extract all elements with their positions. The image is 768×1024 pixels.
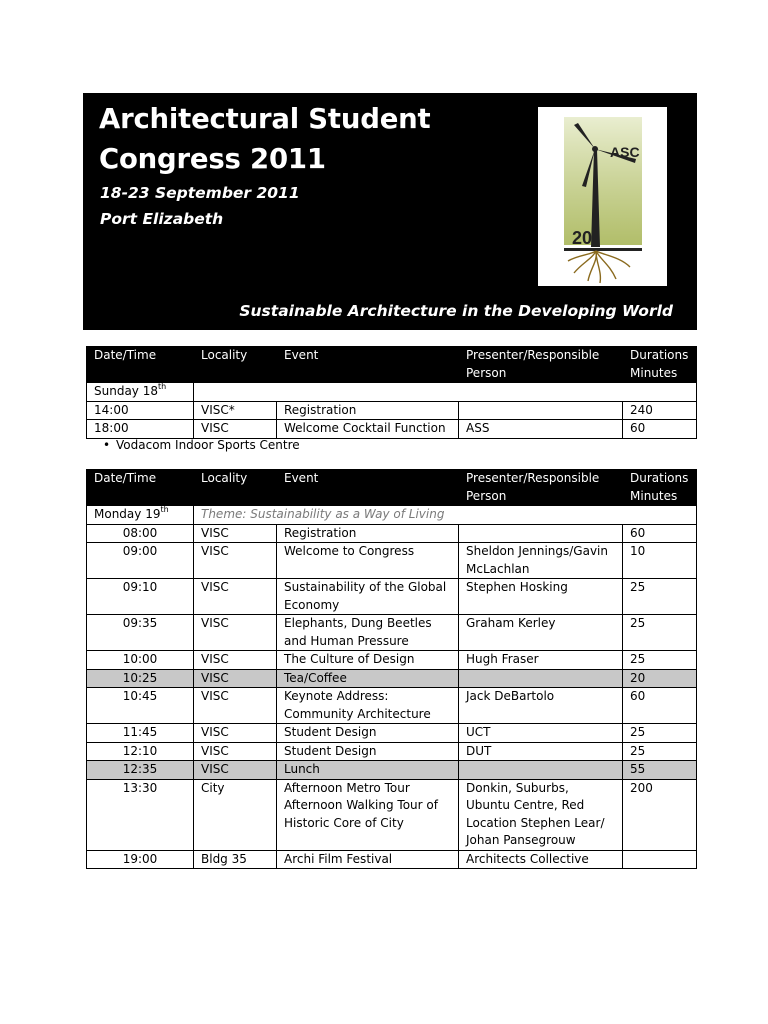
table-row [87, 543, 697, 579]
table-row [87, 524, 697, 543]
cell-duration: 60 [623, 420, 697, 439]
col-header-presenter: Presenter/Responsible Person [459, 347, 623, 383]
cell-event: Lunch [277, 761, 459, 780]
table-row [87, 688, 697, 724]
cell-duration: 25 [623, 651, 697, 670]
cell-locality: VISC [194, 420, 277, 439]
cell-locality: City [194, 779, 277, 850]
cell-event: The Culture of Design [277, 651, 459, 670]
col-header-event: Event [277, 470, 459, 506]
cell-event: Tea/Coffee [277, 669, 459, 688]
cell-presenter: Donkin, Suburbs, Ubuntu Centre, Red Location Stephen Lear/ Johan Pansegrouw [459, 779, 623, 850]
cell-time: 12:10 [87, 742, 194, 761]
cell-locality: Bldg 35 [194, 850, 277, 869]
cell-event: Registration [277, 401, 459, 420]
cell-time: 10:45 [87, 688, 194, 724]
table-row [87, 651, 697, 670]
cell-duration: 200 [623, 779, 697, 850]
day-empty-cell [194, 383, 697, 402]
cell-duration: 25 [623, 742, 697, 761]
cell-duration: 25 [623, 615, 697, 651]
cell-event: Archi Film Festival [277, 850, 459, 869]
cell-presenter: ASS [459, 420, 623, 439]
cell-locality: VISC [194, 724, 277, 743]
day-label: Sunday 18th [87, 383, 194, 402]
bullet-icon: • [103, 438, 111, 452]
table-row-break [87, 669, 697, 688]
cell-time: 09:00 [87, 543, 194, 579]
day-label: Monday 19th [87, 506, 194, 525]
table-header-row [87, 347, 697, 383]
cell-locality: VISC [194, 615, 277, 651]
cell-time: 19:00 [87, 850, 194, 869]
cell-duration: 240 [623, 401, 697, 420]
cell-presenter: Jack DeBartolo [459, 688, 623, 724]
cell-event: Elephants, Dung Beetles and Human Pressure [277, 615, 459, 651]
cell-duration: 25 [623, 579, 697, 615]
cell-duration [623, 850, 697, 869]
cell-event: Afternoon Metro Tour Afternoon Walking Tour of Historic Core of City [277, 779, 459, 850]
cell-event: Registration [277, 524, 459, 543]
col-header-duration: Durations Minutes [623, 470, 697, 506]
cell-time: 18:00 [87, 420, 194, 439]
cell-event: Keynote Address: Community Architecture [277, 688, 459, 724]
col-header-datetime: Date/Time [87, 470, 194, 506]
event-dates: 18-23 September 2011 [100, 184, 300, 202]
col-header-duration: Durations Minutes [623, 347, 697, 383]
cell-duration: 20 [623, 669, 697, 688]
cell-locality: VISC [194, 669, 277, 688]
cell-locality: VISC [194, 579, 277, 615]
day-row [87, 506, 697, 525]
table-row-break [87, 761, 697, 780]
cell-locality: VISC [194, 761, 277, 780]
cell-time: 13:30 [87, 779, 194, 850]
cell-presenter: Architects Collective [459, 850, 623, 869]
cell-time: 09:10 [87, 579, 194, 615]
table-row [87, 615, 697, 651]
cell-locality: VISC [194, 543, 277, 579]
table-row [87, 779, 697, 850]
logo-number: 20 [572, 228, 593, 248]
event-title: Architectural Student Congress 2011 [99, 103, 431, 175]
cell-presenter: Stephen Hosking [459, 579, 623, 615]
sunday-schedule-table [86, 346, 697, 439]
table-row [87, 724, 697, 743]
cell-locality: VISC [194, 742, 277, 761]
col-header-event: Event [277, 347, 459, 383]
cell-event: Welcome to Congress [277, 543, 459, 579]
event-location: Port Elizabeth [100, 210, 224, 228]
cell-presenter [459, 761, 623, 780]
cell-duration: 55 [623, 761, 697, 780]
monday-schedule-table [86, 469, 697, 869]
cell-time: 12:35 [87, 761, 194, 780]
cell-presenter: UCT [459, 724, 623, 743]
col-header-datetime: Date/Time [87, 347, 194, 383]
col-header-locality: Locality [194, 347, 277, 383]
table-row [87, 742, 697, 761]
cell-locality: VISC [194, 524, 277, 543]
cell-locality: VISC* [194, 401, 277, 420]
locality-note [103, 437, 300, 454]
header-banner [83, 93, 697, 330]
cell-presenter: Sheldon Jennings/Gavin McLachlan [459, 543, 623, 579]
table-row [87, 850, 697, 869]
cell-presenter: Graham Kerley [459, 615, 623, 651]
congress-logo [538, 107, 667, 286]
cell-presenter [459, 401, 623, 420]
cell-event: Welcome Cocktail Function [277, 420, 459, 439]
col-header-locality: Locality [194, 470, 277, 506]
cell-presenter: DUT [459, 742, 623, 761]
cell-duration: 60 [623, 688, 697, 724]
cell-time: 08:00 [87, 524, 194, 543]
cell-presenter [459, 524, 623, 543]
cell-time: 11:45 [87, 724, 194, 743]
cell-duration: 25 [623, 724, 697, 743]
cell-duration: 10 [623, 543, 697, 579]
event-tagline: Sustainable Architecture in the Developing World [239, 302, 673, 320]
cell-locality: VISC [194, 651, 277, 670]
cell-time: 10:00 [87, 651, 194, 670]
cell-presenter [459, 669, 623, 688]
table-row [87, 401, 697, 420]
day-theme: Theme: Sustainability as a Way of Living [194, 506, 697, 525]
cell-presenter: Hugh Fraser [459, 651, 623, 670]
cell-time: 09:35 [87, 615, 194, 651]
logo-text: ASC [610, 144, 640, 160]
cell-locality: VISC [194, 688, 277, 724]
wind-turbine-logo-icon [538, 107, 667, 286]
col-header-presenter: Presenter/Responsible Person [459, 470, 623, 506]
cell-duration: 60 [623, 524, 697, 543]
table-row [87, 579, 697, 615]
note-text: Vodacom Indoor Sports Centre [116, 438, 300, 452]
cell-time: 14:00 [87, 401, 194, 420]
day-row [87, 383, 697, 402]
table-header-row [87, 470, 697, 506]
cell-time: 10:25 [87, 669, 194, 688]
table-row [87, 420, 697, 439]
cell-event: Student Design [277, 742, 459, 761]
cell-event: Student Design [277, 724, 459, 743]
cell-event: Sustainability of the Global Economy [277, 579, 459, 615]
